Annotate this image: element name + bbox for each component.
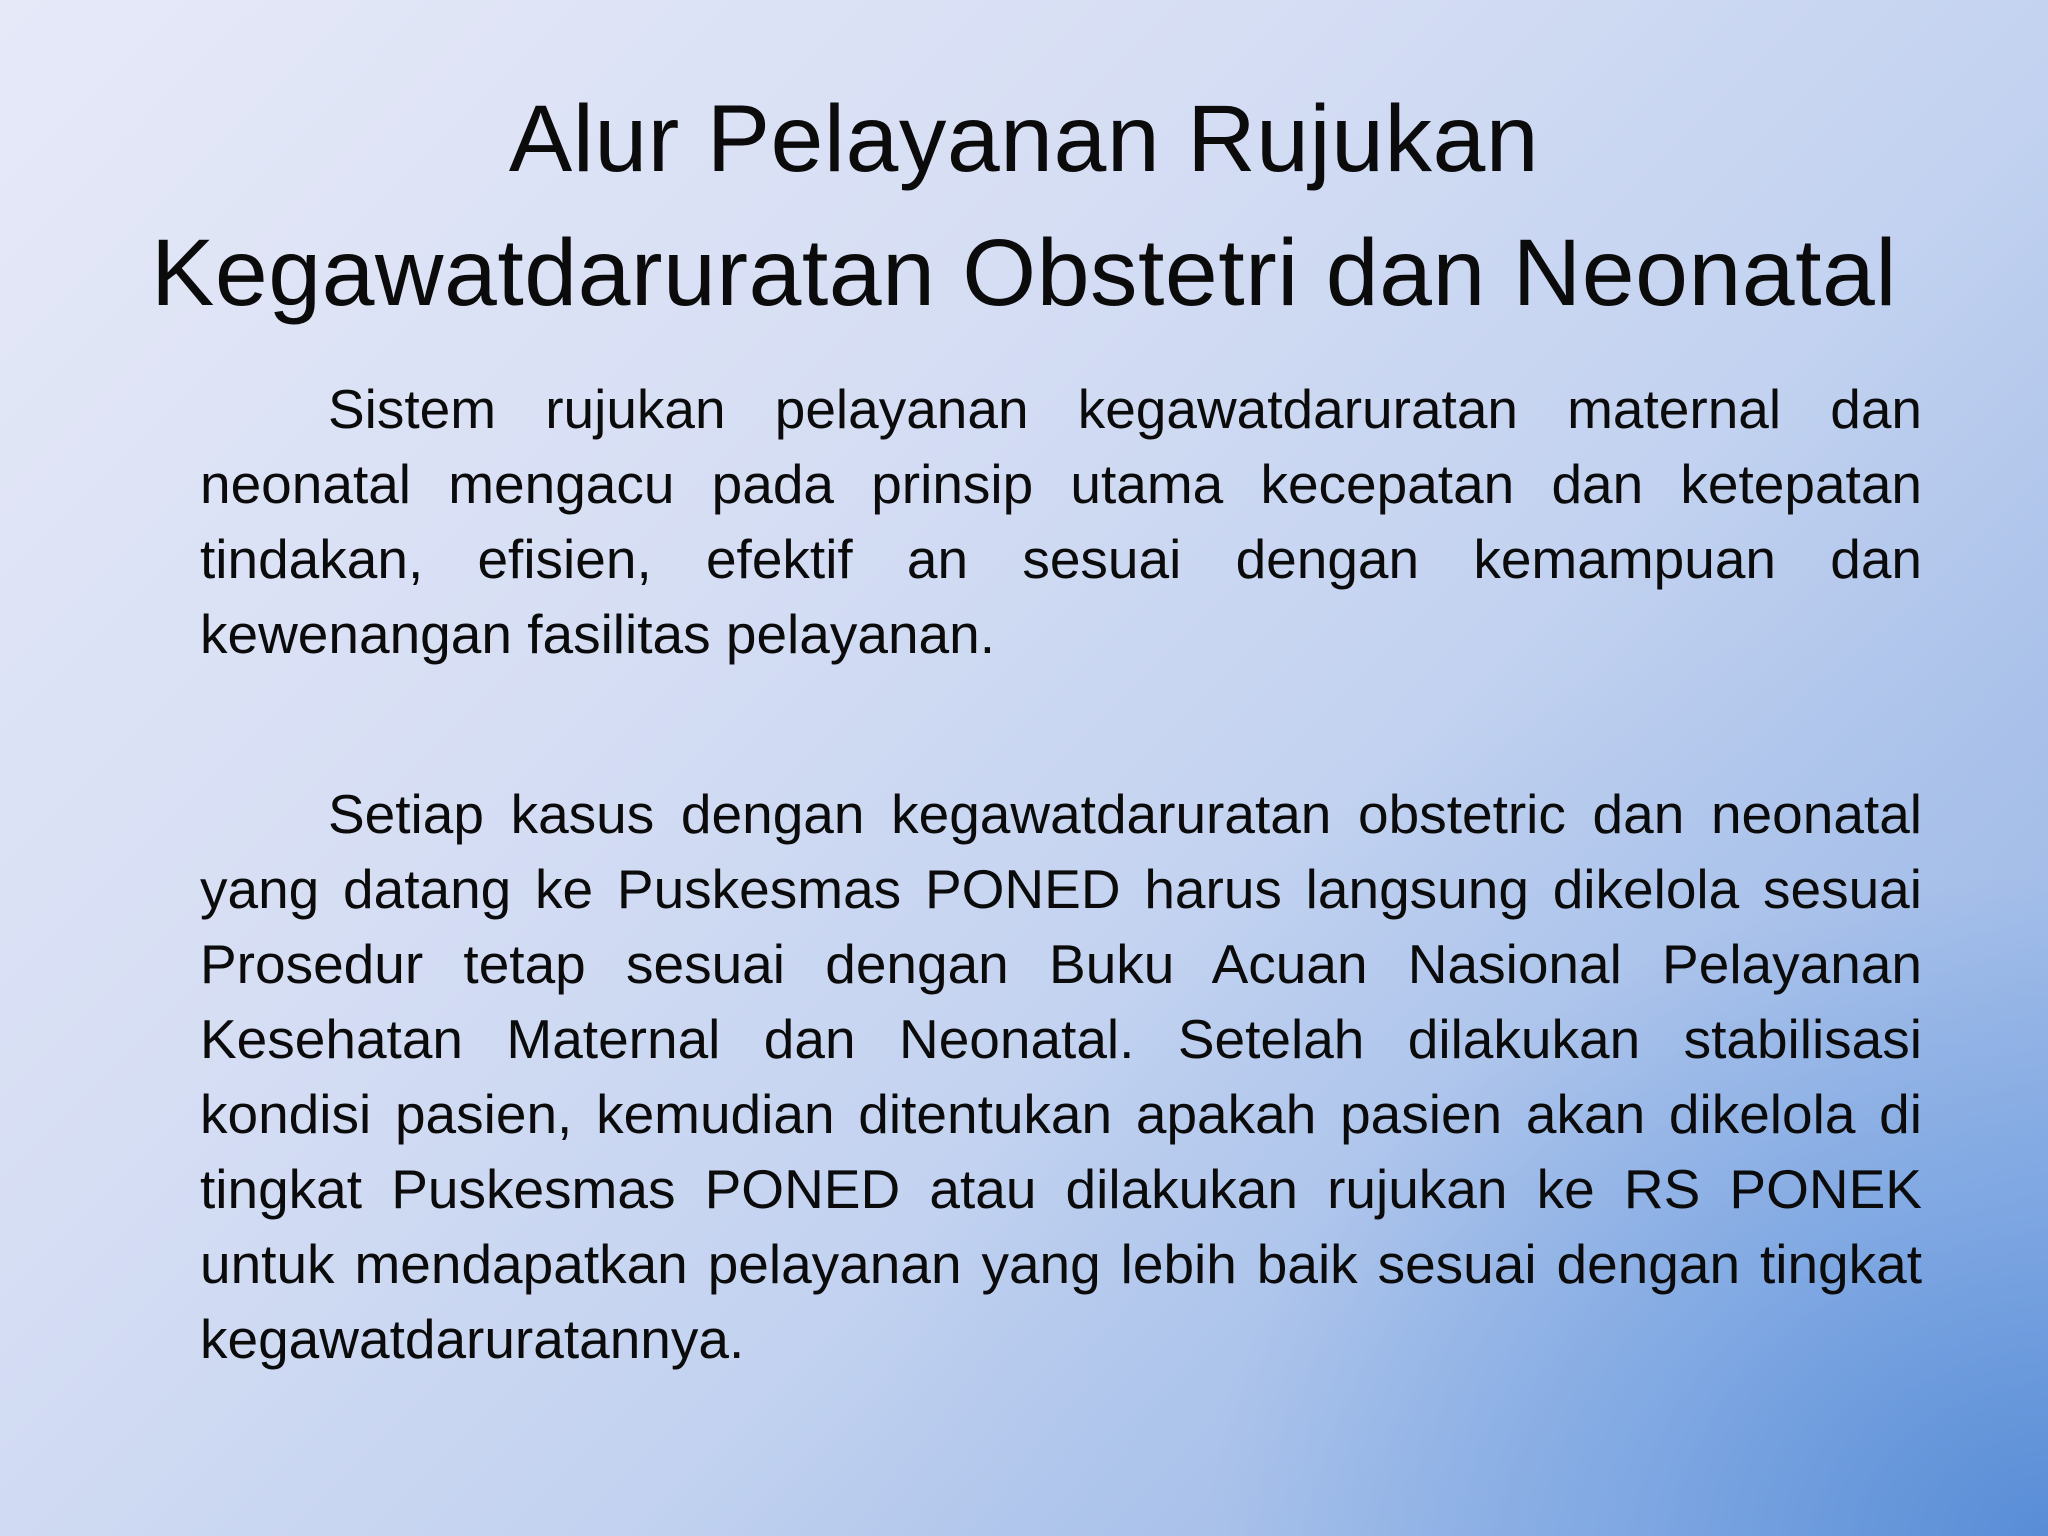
paragraph-sistem-rujukan: Sistem rujukan pelayanan kegawatdaruratan maternal dan neonatal mengacu pada prinsip utama kecepatan dan ketepatan tindakan, efisien, efektif an sesuai dengan kemampuan dan kewenangan fasilitas pelayanan. (200, 378, 1922, 665)
slide-title-line-1: Alur Pelayanan Rujukan (508, 86, 1540, 192)
slide-title-line-2: Kegawatdaruratan Obstetri dan Neonatal (151, 220, 1897, 326)
paragraph-setiap-kasus: Setiap kasus dengan kegawatdaruratan obstetric dan neonatal yang datang ke Puskesmas PONED harus langsung dikelola sesuai Prosedur tetap sesuai dengan Buku Acuan Nasional Pelayanan Kesehatan Maternal dan Neonatal. Setelah dilakukan stabilisasi kondisi pasien, kemudian ditentukan apakah pasien akan dikelola di tingkat Puskesmas PONED atau dilakukan rujukan ke RS PONEK untuk mendapatkan pelayanan yang lebih baik sesuai dengan tingkat kegawatdaruratannya. (200, 783, 1922, 1370)
slide-title (0, 72, 2048, 340)
slide-body (200, 372, 1922, 1377)
